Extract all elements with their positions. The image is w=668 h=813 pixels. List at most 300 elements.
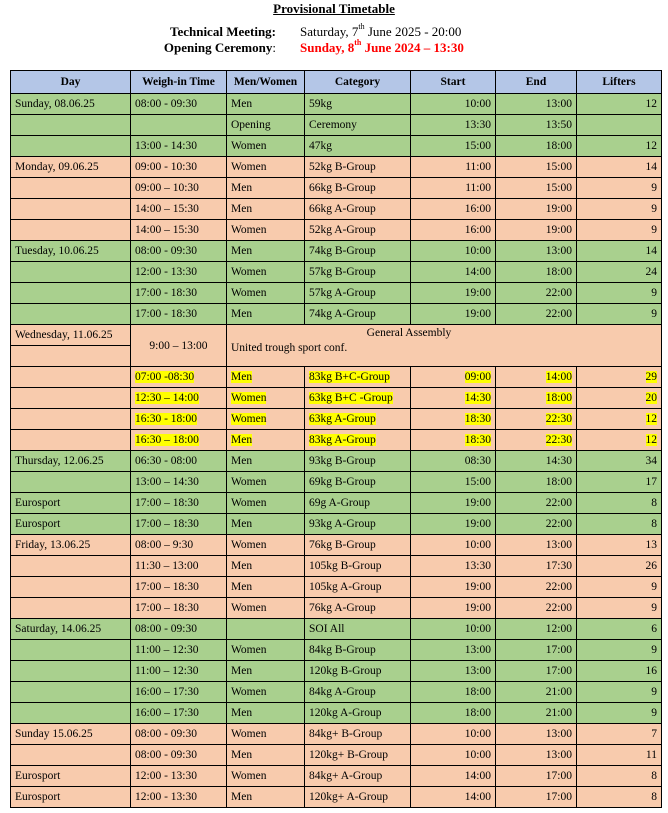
lifters-cell: 9	[577, 703, 662, 724]
table-row	[11, 283, 662, 304]
category-cell: 120kg+ A-Group	[305, 787, 411, 808]
start-cell: 11:00	[411, 178, 496, 199]
table-row	[11, 682, 662, 703]
men-women-cell: Women	[227, 262, 305, 283]
col-day: Day	[11, 71, 131, 94]
day-cell	[11, 136, 131, 157]
day-cell	[11, 199, 131, 220]
day-cell	[11, 115, 131, 136]
start-cell: 13:00	[411, 640, 496, 661]
men-women-cell: Women	[227, 766, 305, 787]
table-row	[11, 577, 662, 598]
lifters-cell: 17	[577, 472, 662, 493]
start-cell: 19:00	[411, 514, 496, 535]
start-cell	[411, 367, 496, 388]
weigh-in-cell: 12:00 - 13:30	[131, 766, 227, 787]
weigh-in-cell: 14:00 – 15:30	[131, 220, 227, 241]
start-cell	[411, 430, 496, 451]
category-cell-highlight: 83kg B+C-Group	[309, 371, 390, 383]
lifters-cell: 9	[577, 640, 662, 661]
lifters-cell: 8	[577, 766, 662, 787]
lifters-cell: 11	[577, 745, 662, 766]
start-cell: 13:30	[411, 115, 496, 136]
men-women-cell: Women	[227, 724, 305, 745]
weigh-in-cell-highlight: 12:30 – 14:00	[135, 392, 199, 404]
start-cell: 19:00	[411, 598, 496, 619]
weigh-in-cell: 12:00 - 13:30	[131, 262, 227, 283]
men-women-cell: Men	[227, 178, 305, 199]
category-cell: 76kg A-Group	[305, 598, 411, 619]
lifters-cell: 8	[577, 514, 662, 535]
assembly-cell	[227, 325, 662, 367]
men-women-cell: Women	[227, 157, 305, 178]
table-row	[11, 367, 662, 388]
day-cell	[11, 682, 131, 703]
table-row	[11, 640, 662, 661]
weigh-in-cell: 08:00 - 09:30	[131, 94, 227, 115]
day-cell	[11, 304, 131, 325]
category-cell: 59kg	[305, 94, 411, 115]
table-row	[11, 724, 662, 745]
day-cell	[11, 556, 131, 577]
table-row	[11, 388, 662, 409]
start-cell: 16:00	[411, 199, 496, 220]
start-cell: 18:00	[411, 703, 496, 724]
men-women-cell: Women	[227, 598, 305, 619]
lifters-cell: 9	[577, 304, 662, 325]
start-cell: 13:00	[411, 661, 496, 682]
lifters-cell-highlight: 12	[645, 434, 657, 446]
weigh-in-cell: 16:00 – 17:30	[131, 682, 227, 703]
lifters-cell	[577, 409, 662, 430]
table-row	[11, 472, 662, 493]
table-row	[11, 262, 662, 283]
lifters-cell: 9	[577, 199, 662, 220]
men-women-cell: Women	[227, 136, 305, 157]
start-cell: 10:00	[411, 94, 496, 115]
start-cell: 10:00	[411, 724, 496, 745]
start-cell: 10:00	[411, 535, 496, 556]
start-cell: 19:00	[411, 577, 496, 598]
lifters-cell: 8	[577, 493, 662, 514]
men-women-cell: Women	[227, 472, 305, 493]
end-cell: 17:00	[496, 661, 577, 682]
end-cell: 15:00	[496, 178, 577, 199]
col-end: End	[496, 71, 577, 94]
day-cell: Eurosport	[11, 766, 131, 787]
start-cell: 13:30	[411, 556, 496, 577]
end-cell-highlight: 14:00	[545, 371, 572, 383]
lifters-cell: 9	[577, 682, 662, 703]
weigh-in-cell: 08:00 - 09:30	[131, 724, 227, 745]
start-cell: 08:30	[411, 451, 496, 472]
end-cell: 22:00	[496, 304, 577, 325]
lifters-cell: 24	[577, 262, 662, 283]
table-row	[11, 304, 662, 325]
lifters-cell	[577, 115, 662, 136]
day-cell: Saturday, 14.06.25	[11, 619, 131, 640]
men-women-cell: Women	[227, 535, 305, 556]
timetable	[10, 70, 662, 808]
category-cell	[305, 430, 411, 451]
men-women-cell-highlight: Women	[231, 392, 267, 404]
lifters-cell: 9	[577, 220, 662, 241]
end-cell-highlight: 22:30	[545, 434, 572, 446]
table-row	[11, 703, 662, 724]
end-cell: 13:00	[496, 745, 577, 766]
assembly-subtitle: United trough sport conf.	[231, 342, 348, 354]
day-cell	[11, 367, 131, 388]
end-cell: 21:00	[496, 703, 577, 724]
end-cell	[496, 409, 577, 430]
men-women-cell: Men	[227, 514, 305, 535]
category-cell: 47kg	[305, 136, 411, 157]
lifters-cell-highlight: 20	[645, 392, 657, 404]
weigh-in-cell: 08:00 – 9:30	[131, 535, 227, 556]
lifters-cell-highlight: 12	[645, 413, 657, 425]
table-row	[11, 325, 662, 346]
lifters-cell: 6	[577, 619, 662, 640]
start-cell: 19:00	[411, 304, 496, 325]
day-cell	[11, 346, 131, 367]
category-cell	[305, 388, 411, 409]
weigh-in-cell: 08:00 - 09:30	[131, 745, 227, 766]
table-row	[11, 241, 662, 262]
day-cell	[11, 388, 131, 409]
men-women-cell: Men	[227, 556, 305, 577]
end-cell: 22:00	[496, 577, 577, 598]
day-cell	[11, 577, 131, 598]
category-cell: 84kg B-Group	[305, 640, 411, 661]
table-row	[11, 430, 662, 451]
end-cell: 18:00	[496, 472, 577, 493]
category-cell: 120kg+ B-Group	[305, 745, 411, 766]
lifters-cell: 13	[577, 535, 662, 556]
lifters-cell: 14	[577, 157, 662, 178]
end-cell: 22:00	[496, 283, 577, 304]
weigh-in-cell-highlight: 16:30 - 18:00	[135, 413, 197, 425]
lifters-cell	[577, 367, 662, 388]
lifters-cell: 8	[577, 787, 662, 808]
start-cell: 15:00	[411, 472, 496, 493]
table-row	[11, 661, 662, 682]
weigh-in-cell: 17:00 - 18:30	[131, 283, 227, 304]
weigh-in-cell-highlight: 16:30 – 18:00	[135, 434, 199, 446]
start-cell: 14:00	[411, 262, 496, 283]
start-cell: 10:00	[411, 745, 496, 766]
technical-meeting-label: Technical Meeting:	[169, 24, 276, 39]
page-title: Provisional Timetable	[273, 1, 395, 16]
day-cell	[11, 178, 131, 199]
table-row	[11, 136, 662, 157]
table-row	[11, 598, 662, 619]
day-cell	[11, 409, 131, 430]
men-women-cell	[227, 619, 305, 640]
category-cell	[305, 367, 411, 388]
table-row	[11, 94, 662, 115]
men-women-cell: Men	[227, 745, 305, 766]
category-cell	[305, 409, 411, 430]
start-cell	[411, 409, 496, 430]
col-start: Start	[411, 71, 496, 94]
start-cell-highlight: 14:30	[464, 392, 491, 404]
men-women-cell: Men	[227, 661, 305, 682]
technical-meeting-value: Saturday, 7th June 2025 - 20:00	[300, 22, 462, 39]
category-cell: 93kg A-Group	[305, 514, 411, 535]
col-lifters: Lifters	[577, 71, 662, 94]
end-cell: 15:00	[496, 157, 577, 178]
category-cell: 57kg B-Group	[305, 262, 411, 283]
weigh-in-cell: 11:00 – 12:30	[131, 661, 227, 682]
lifters-cell: 34	[577, 451, 662, 472]
end-cell	[496, 367, 577, 388]
table-row	[11, 514, 662, 535]
lifters-cell: 9	[577, 577, 662, 598]
men-women-cell	[227, 430, 305, 451]
day-cell: Eurosport	[11, 493, 131, 514]
end-cell: 13:00	[496, 241, 577, 262]
col-category: Category	[305, 71, 411, 94]
end-cell: 22:00	[496, 598, 577, 619]
end-cell: 22:00	[496, 493, 577, 514]
table-row	[11, 787, 662, 808]
start-cell: 10:00	[411, 241, 496, 262]
lifters-cell: 12	[577, 94, 662, 115]
men-women-cell-highlight: Men	[231, 434, 253, 446]
day-cell	[11, 661, 131, 682]
weigh-in-cell: 17:00 - 18:30	[131, 304, 227, 325]
day-cell	[11, 262, 131, 283]
table-row	[11, 157, 662, 178]
men-women-cell: Men	[227, 241, 305, 262]
day-cell: Eurosport	[11, 787, 131, 808]
category-cell: 52kg B-Group	[305, 157, 411, 178]
weigh-in-cell-highlight: 07:00 -08:30	[135, 371, 195, 383]
lifters-cell: 9	[577, 178, 662, 199]
start-cell-highlight: 18:30	[464, 434, 491, 446]
end-cell-highlight: 18:00	[545, 392, 572, 404]
end-cell: 18:00	[496, 136, 577, 157]
men-women-cell: Women	[227, 493, 305, 514]
day-cell: Sunday 15.06.25	[11, 724, 131, 745]
end-cell: 13:50	[496, 115, 577, 136]
assembly-title: General Assembly	[366, 327, 452, 339]
start-cell: 11:00	[411, 157, 496, 178]
day-cell	[11, 283, 131, 304]
category-cell: 93kg B-Group	[305, 451, 411, 472]
weigh-in-cell: 16:00 – 17:30	[131, 703, 227, 724]
men-women-cell: Women	[227, 220, 305, 241]
weigh-in-cell: 08:00 - 09:30	[131, 619, 227, 640]
table-row	[11, 535, 662, 556]
weigh-in-cell	[131, 388, 227, 409]
table-row	[11, 745, 662, 766]
lifters-cell: 12	[577, 136, 662, 157]
start-cell: 19:00	[411, 283, 496, 304]
end-cell: 21:00	[496, 682, 577, 703]
men-women-cell-highlight: Men	[231, 371, 253, 383]
category-cell: 74kg A-Group	[305, 304, 411, 325]
end-cell: 17:00	[496, 787, 577, 808]
category-cell-highlight: 63kg A-Group	[309, 413, 376, 425]
men-women-cell: Men	[227, 451, 305, 472]
category-cell-highlight: 63kg B+C -Group	[309, 392, 393, 404]
weigh-in-cell: 17:00 – 18:30	[131, 493, 227, 514]
men-women-cell: Women	[227, 283, 305, 304]
lifters-cell: 7	[577, 724, 662, 745]
category-cell: 105kg B-Group	[305, 556, 411, 577]
weigh-in-cell: 11:00 – 12:30	[131, 640, 227, 661]
category-cell: 66kg A-Group	[305, 199, 411, 220]
table-row	[11, 556, 662, 577]
day-cell: Sunday, 08.06.25	[11, 94, 131, 115]
men-women-cell: Men	[227, 703, 305, 724]
weigh-in-cell	[131, 115, 227, 136]
men-women-cell: Men	[227, 304, 305, 325]
end-cell: 13:00	[496, 535, 577, 556]
col-weigh-in: Weigh-in Time	[131, 71, 227, 94]
category-cell: 66kg B-Group	[305, 178, 411, 199]
men-women-cell: Men	[227, 94, 305, 115]
end-cell: 12:00	[496, 619, 577, 640]
day-cell: Monday, 09.06.25	[11, 157, 131, 178]
men-women-cell-highlight: Women	[231, 413, 267, 425]
category-cell: 74kg B-Group	[305, 241, 411, 262]
day-cell: Eurosport	[11, 514, 131, 535]
start-cell: 14:00	[411, 766, 496, 787]
start-cell: 15:00	[411, 136, 496, 157]
category-cell: 84kg A-Group	[305, 682, 411, 703]
category-cell: Ceremony	[305, 115, 411, 136]
lifters-cell-highlight: 29	[645, 371, 657, 383]
day-cell: Friday, 13.06.25	[11, 535, 131, 556]
weigh-in-cell: 13:00 – 14:30	[131, 472, 227, 493]
end-cell: 13:00	[496, 94, 577, 115]
lifters-cell: 9	[577, 598, 662, 619]
category-cell: 69g A-Group	[305, 493, 411, 514]
lifters-cell: 9	[577, 283, 662, 304]
weigh-in-cell: 17:00 – 18:30	[131, 577, 227, 598]
weigh-in-cell: 12:00 - 13:30	[131, 787, 227, 808]
category-cell: SOI All	[305, 619, 411, 640]
men-women-cell: Men	[227, 199, 305, 220]
table-row	[11, 409, 662, 430]
lifters-cell	[577, 430, 662, 451]
day-cell	[11, 430, 131, 451]
start-cell: 19:00	[411, 493, 496, 514]
start-cell: 18:00	[411, 682, 496, 703]
category-cell: 120kg A-Group	[305, 703, 411, 724]
table-row	[11, 220, 662, 241]
end-cell: 19:00	[496, 220, 577, 241]
end-cell: 17:00	[496, 640, 577, 661]
assembly-time: 9:00 – 13:00	[131, 325, 227, 367]
weigh-in-cell: 08:00 - 09:30	[131, 241, 227, 262]
start-cell-highlight: 18:30	[464, 413, 491, 425]
men-women-cell: Men	[227, 577, 305, 598]
weigh-in-cell: 14:00 – 15:30	[131, 199, 227, 220]
lifters-cell: 26	[577, 556, 662, 577]
men-women-cell: Opening	[227, 115, 305, 136]
end-cell: 14:30	[496, 451, 577, 472]
table-row	[11, 619, 662, 640]
end-cell: 17:30	[496, 556, 577, 577]
weigh-in-cell: 13:00 - 14:30	[131, 136, 227, 157]
weigh-in-cell: 06:30 - 08:00	[131, 451, 227, 472]
day-cell	[11, 472, 131, 493]
day-cell: Thursday, 12.06.25	[11, 451, 131, 472]
end-cell	[496, 388, 577, 409]
weigh-in-cell: 17:00 – 18:30	[131, 514, 227, 535]
category-cell: 57kg A-Group	[305, 283, 411, 304]
table-row	[11, 451, 662, 472]
day-cell	[11, 745, 131, 766]
men-women-cell: Men	[227, 787, 305, 808]
category-cell-highlight: 83kg A-Group	[309, 434, 376, 446]
men-women-cell: Women	[227, 682, 305, 703]
end-cell: 19:00	[496, 199, 577, 220]
category-cell: 69kg B-Group	[305, 472, 411, 493]
men-women-cell	[227, 409, 305, 430]
table-row	[11, 115, 662, 136]
start-cell: 14:00	[411, 787, 496, 808]
category-cell: 76kg B-Group	[305, 535, 411, 556]
category-cell: 84kg+ B-Group	[305, 724, 411, 745]
end-cell: 22:00	[496, 514, 577, 535]
opening-ceremony-value: Sunday, 8th June 2024 – 13:30	[300, 38, 464, 55]
opening-ceremony-label: Opening Ceremony:	[163, 40, 276, 55]
weigh-in-cell: 09:00 – 10:30	[131, 178, 227, 199]
men-women-cell: Women	[227, 640, 305, 661]
start-cell: 10:00	[411, 619, 496, 640]
weigh-in-cell	[131, 409, 227, 430]
category-cell: 120kg B-Group	[305, 661, 411, 682]
weigh-in-cell	[131, 367, 227, 388]
start-cell	[411, 388, 496, 409]
weigh-in-cell	[131, 430, 227, 451]
lifters-cell: 14	[577, 241, 662, 262]
day-cell	[11, 598, 131, 619]
table-row	[11, 178, 662, 199]
table-row	[11, 493, 662, 514]
end-cell: 13:00	[496, 724, 577, 745]
day-cell: Tuesday, 10.06.25	[11, 241, 131, 262]
table-row	[11, 199, 662, 220]
start-cell-highlight: 09:00	[464, 371, 491, 383]
header-row	[11, 71, 662, 94]
end-cell-highlight: 22:30	[545, 413, 572, 425]
end-cell: 17:00	[496, 766, 577, 787]
day-cell	[11, 220, 131, 241]
end-cell: 18:00	[496, 262, 577, 283]
start-cell: 16:00	[411, 220, 496, 241]
table-row	[11, 766, 662, 787]
men-women-cell	[227, 388, 305, 409]
weigh-in-cell: 09:00 - 10:30	[131, 157, 227, 178]
category-cell: 84kg+ A-Group	[305, 766, 411, 787]
category-cell: 105kg A-Group	[305, 577, 411, 598]
weigh-in-cell: 11:30 – 13:00	[131, 556, 227, 577]
end-cell	[496, 430, 577, 451]
col-men-women: Men/Women	[227, 71, 305, 94]
weigh-in-cell: 17:00 – 18:30	[131, 598, 227, 619]
day-cell	[11, 703, 131, 724]
day-cell: Wednesday, 11.06.25	[11, 325, 131, 346]
day-cell	[11, 640, 131, 661]
lifters-cell	[577, 388, 662, 409]
lifters-cell: 16	[577, 661, 662, 682]
category-cell: 52kg A-Group	[305, 220, 411, 241]
